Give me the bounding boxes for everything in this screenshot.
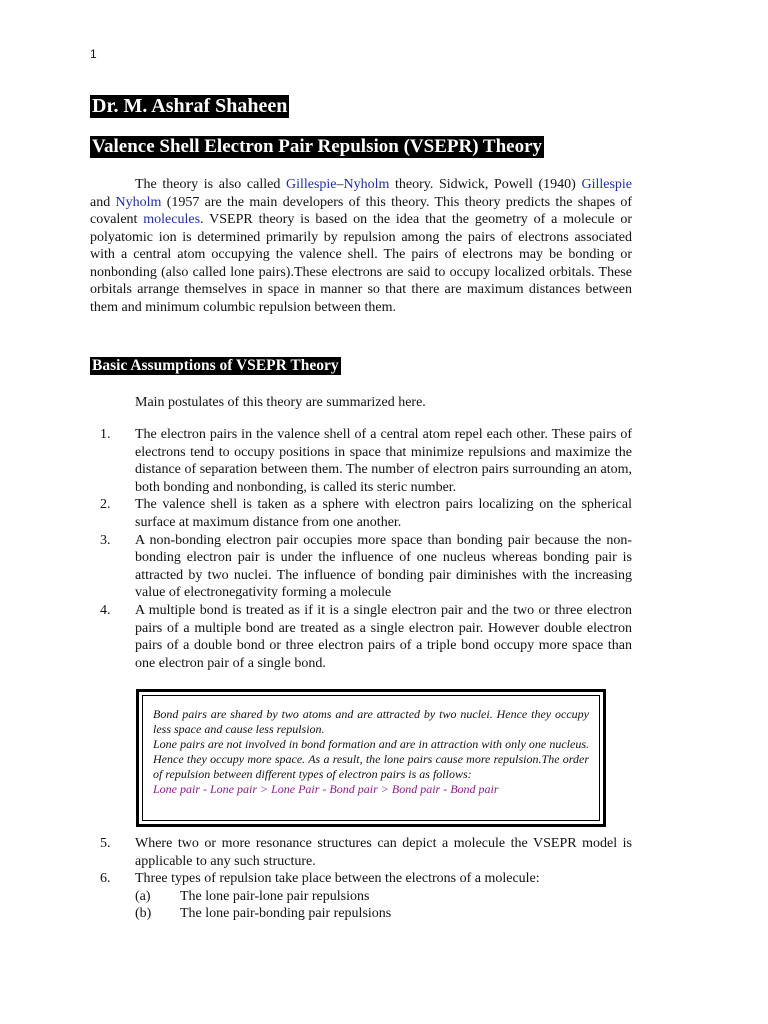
sub-item-text: The lone pair-bonding pair repulsions [180, 906, 392, 922]
author-heading [90, 95, 289, 118]
list-item [90, 870, 632, 923]
intro-text: (1957 are the main developers of this theory. This theory predicts the shapes of covalent [90, 194, 633, 227]
postulates-list [90, 426, 632, 672]
item-number: 3. [100, 532, 111, 548]
note-line: Bond pairs are shared by two atoms and are attracted by two nuclei. Hence they occupy less space and cause less repulsion. [153, 707, 589, 736]
document-title [90, 136, 544, 158]
section-heading-text: Basic Assumptions of VSEPR Theory [92, 357, 339, 374]
link-gillespie-2[interactable]: Gillespie [581, 177, 632, 192]
note-content [142, 695, 600, 821]
intro-text: The theory is also called [135, 177, 286, 192]
link-nyholm[interactable]: Nyholm [343, 177, 390, 192]
author-name: Dr. M. Ashraf Shaheen [92, 95, 288, 117]
item-text: Where two or more resonance structures can depict a molecule the VSEPR model is applicable to any such structure. [135, 836, 632, 869]
item-number: 2. [100, 497, 111, 513]
item-text: A non-bonding electron pair occupies more space than bonding pair because the non-bonding electron pair is under the influence of one nucleus whereas bonding pair is attracted by two nuclei. The influence of bonding pair diminishes with the increasing value of electronegativity forming a molecule [135, 532, 632, 601]
intro-text: . VSEPR theory is based on the idea that the geometry of a molecule or polyatomic ion is determined primarily by repulsion among the pairs of electrons associated with a central atom occupying the valence shell. The pairs of electrons may be bonding or nonbonding (also called lone pairs).These electrons are said to occupy localized orbitals. These orbitals arrange themselves in space in manner so that there are maximum distances between them and minimum columbic repulsion between them. [90, 212, 632, 315]
list-item [90, 426, 632, 496]
intro-paragraph [90, 176, 632, 316]
sub-item [135, 905, 632, 923]
item-text: Three types of repulsion take place between the electrons of a molecule: [135, 871, 540, 887]
note-line: Lone pairs are not involved in bond formation and are in attraction with only one nucleus. Hence they occupy more space. As a result, the lone pairs cause more repulsion.The order of repulsion between different types of electron pairs is as follows: [153, 737, 589, 781]
title-text: Valence Shell Electron Pair Repulsion (VSEPR) Theory [92, 136, 543, 157]
item-text: The electron pairs in the valence shell of a central atom repel each other. These pairs of electrons tend to occupy positions in space that minimize repulsions and maximize the distance of separation between them. The number of electron pairs surrounding an atom, both bonding and nonbonding, is called its steric number. [135, 427, 632, 495]
item-number: 6. [100, 871, 111, 887]
sub-item [135, 888, 632, 906]
postulates-list-continued [90, 835, 632, 923]
item-body [135, 870, 632, 923]
intro-text: – [336, 177, 344, 192]
sub-item-label: (a) [135, 888, 151, 904]
page-number: 1 [90, 47, 97, 61]
sub-item-label: (b) [135, 906, 152, 922]
list-item [90, 496, 632, 531]
item-text: A multiple bond is treated as if it is a single electron pair and the two or three electron pairs of a multiple bond are treated as a single electron pair. However double electron pairs of a double bond or three electron pairs of a triple bond occupy more space than one electron pair of a single bond. [135, 602, 632, 671]
item-number: 1. [100, 427, 111, 442]
lead-text: Main postulates of this theory are summarized here. [135, 395, 426, 410]
list-item [90, 532, 632, 602]
intro-text: and [90, 194, 116, 210]
section-heading [90, 357, 341, 375]
item-number: 5. [100, 836, 111, 851]
list-item [90, 835, 632, 870]
repulsion-order: Lone pair - Lone pair > Lone Pair - Bond pair > Bond pair - Bond pair [153, 782, 499, 796]
item-number: 4. [100, 602, 111, 618]
note-box [136, 689, 606, 827]
list-item [90, 602, 632, 672]
sub-item-text: The lone pair-lone pair repulsions [180, 888, 370, 904]
item-text: The valence shell is taken as a sphere with electron pairs localizing on the spherical surface at maximum distance from one another. [135, 497, 632, 530]
link-gillespie[interactable]: Gillespie [285, 177, 337, 192]
intro-text: theory. Sidwick, Powell (1940) [389, 177, 582, 192]
link-molecules[interactable]: molecules [143, 212, 201, 227]
link-nyholm-2[interactable]: Nyholm [115, 194, 162, 210]
